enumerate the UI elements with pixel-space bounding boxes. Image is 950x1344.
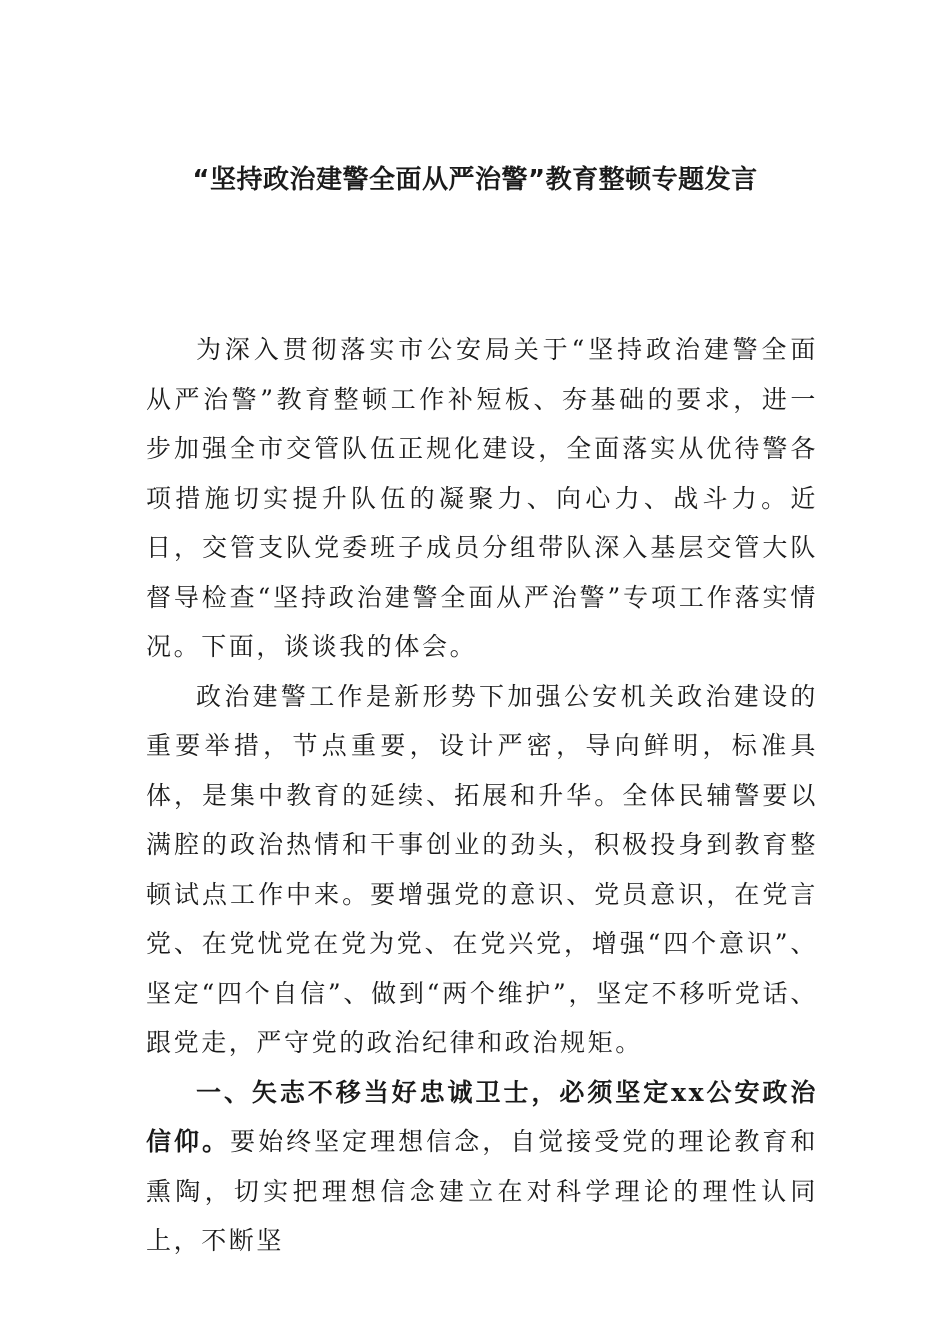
paragraph-political-building xyxy=(146,672,818,1068)
document-body xyxy=(146,325,818,1266)
section-one-heading: 一、矢志不移当好忠诚卫士，必须坚定xx公安政治信仰。 xyxy=(146,1077,818,1156)
document-title: “坚持政治建警全面从严治警”教育整顿专题发言 xyxy=(192,165,758,195)
paragraph-intro xyxy=(146,325,818,672)
paragraph-intro-text: 为深入贯彻落实市公安局关于“坚持政治建警全面从严治警”教育整顿工作补短板、夯基础的要求，进一步加强全市交管队伍正规化建设，全面落实从优待警各项措施切实提升队伍的凝聚力、向心力、战斗力。近日，交管支队党委班子成员分组带队深入基层交管大队督导检查“坚持政治建警全面从严治警”专项工作落实情况。下面，谈谈我的体会。 xyxy=(146,335,818,661)
paragraph-section-one xyxy=(146,1068,818,1266)
paragraph-political-building-text: 政治建警工作是新形势下加强公安机关政治建设的重要举措，节点重要，设计严密，导向鲜明，标准具体，是集中教育的延续、拓展和升华。全体民辅警要以满腔的政治热情和干事创业的劲头，积极投身到教育整顿试点工作中来。要增强党的意识、党员意识，在党言党、在党忧党在党为党、在党兴党，增强“四个意识”、坚定“四个自信”、做到“两个维护”，坚定不移听党话、跟党走，严守党的政治纪律和政治规矩。 xyxy=(146,681,818,1057)
section-one-text: 要始终坚定理想信念，自觉接受党的理论教育和熏陶，切实把理想信念建立在对科学理论的理性认同上，不断坚 xyxy=(146,1127,818,1255)
